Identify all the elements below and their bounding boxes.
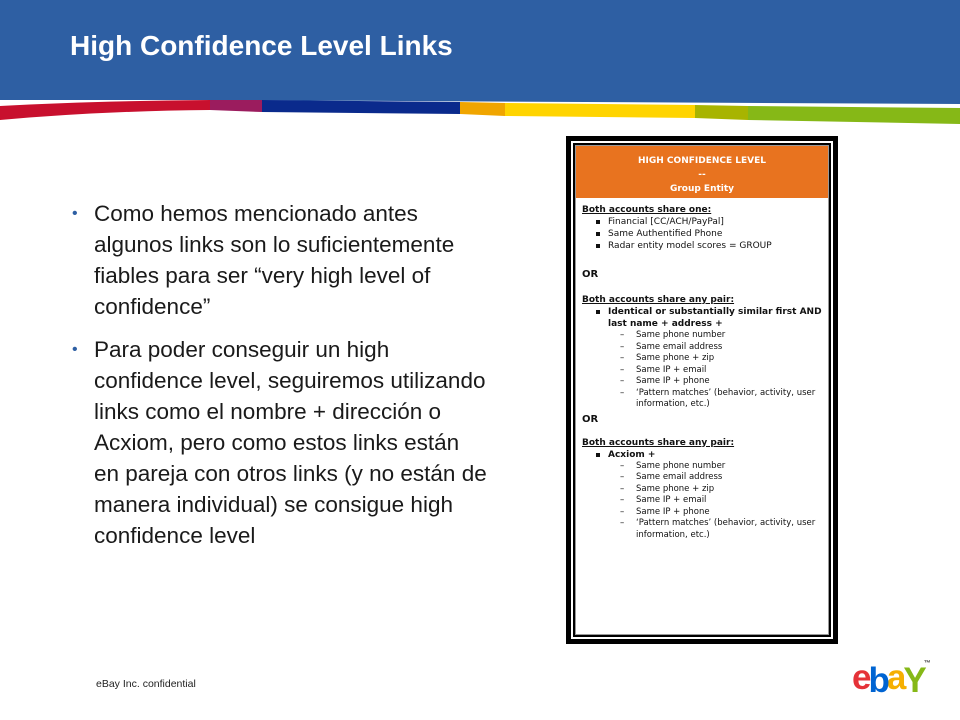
or-separator: OR [582, 413, 599, 425]
criteria-item [594, 306, 822, 411]
banner-separator: -- [698, 170, 706, 180]
criteria-item: Same Authentified Phone [594, 228, 822, 240]
sub-criteria-item: – Same email address [620, 472, 822, 484]
document-image-border [571, 141, 833, 639]
sub-criteria-item: – Same email address [620, 342, 822, 354]
title-bar [0, 0, 960, 122]
section-heading: Both accounts share any pair: [582, 295, 735, 305]
sub-criteria-item: – Same IP + phone [620, 507, 822, 519]
sub-criteria-item: – Same IP + email [620, 495, 822, 507]
sub-criteria-item: – Same phone + zip [620, 353, 822, 365]
logo-letter: b [868, 661, 887, 700]
criteria-item: Radar entity model scores = GROUP [594, 240, 822, 252]
banner-title: HIGH CONFIDENCE LEVEL [638, 156, 766, 166]
bullet-dot-icon: • [72, 205, 78, 222]
sub-criteria-item: – ‘Pattern matches’ (behavior, activity, user information, etc.) [620, 518, 822, 541]
criteria-list [582, 216, 822, 252]
sub-criteria-item: – Same IP + email [620, 365, 822, 377]
bullet-item [70, 198, 490, 322]
document-image [566, 136, 838, 644]
banner-subtitle: Group Entity [669, 184, 735, 194]
trademark-symbol: ™ [923, 660, 931, 667]
bullet-list [70, 198, 490, 563]
bullet-text: Como hemos mencionado antes algunos links son lo suficientemente fiables para ser “very high level of confidence” [94, 201, 455, 319]
bullet-dot-icon: • [72, 341, 78, 358]
sub-criteria-item: – ‘Pattern matches’ (behavior, activity, user information, etc.) [620, 388, 822, 411]
sub-criteria-list [594, 461, 822, 542]
document-banner [576, 146, 828, 198]
logo-letter: a [886, 658, 904, 697]
section-heading: Both accounts share any pair: [582, 437, 735, 448]
sub-criteria-list [594, 330, 822, 411]
header-stripe-graphic [0, 0, 960, 130]
sub-criteria-item: – Same phone number [620, 461, 822, 473]
sub-criteria-item: – Same phone number [620, 330, 822, 342]
criteria-item-text: Acxiom + [608, 449, 656, 460]
or-separator: OR [582, 269, 599, 280]
sub-criteria-item: – Same IP + phone [620, 376, 822, 388]
section-heading: Both accounts share one: [582, 205, 712, 215]
document-page [575, 145, 829, 635]
sub-criteria-item: – Same phone + zip [620, 484, 822, 496]
criteria-item [594, 449, 822, 542]
footer-confidential-note: eBay Inc. confidential [96, 678, 196, 690]
criteria-list [582, 306, 822, 411]
document-body [576, 198, 828, 541]
ebay-logo [852, 658, 931, 700]
logo-letter: e [852, 658, 869, 697]
bullet-text: Para poder conseguir un high confidence level, seguiremos utilizando links como el nombre + dirección o Acxiom, pero como estos links están en pareja con otros links (y no están de manera individual) se consigue high confidence level [94, 337, 487, 548]
criteria-list [582, 449, 822, 542]
slide-title: High Confidence Level Links [70, 30, 453, 61]
criteria-item-text: Identical or substantially similar first AND last name + address + [608, 307, 822, 329]
logo-letter: Y [903, 661, 924, 700]
criteria-item: Financial [CC/ACH/PayPal] [594, 216, 822, 228]
bullet-item [70, 334, 490, 551]
